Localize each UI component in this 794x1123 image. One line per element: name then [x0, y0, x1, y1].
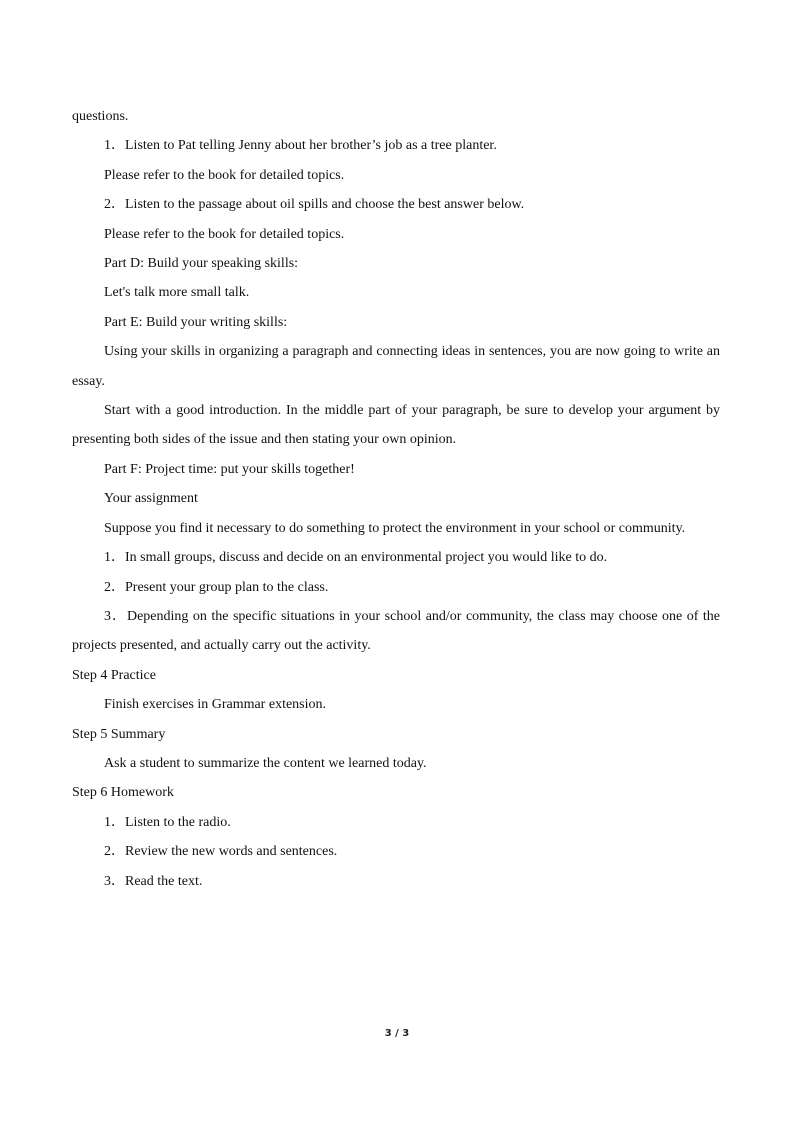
list-item-depending: 3．Depending on the specific situations in your school and/or community, the class may choose one of the projects presented, and actually carry out the activity.: [72, 608, 720, 654]
paragraph-small-talk: Let's talk more small talk.: [104, 285, 250, 301]
document-body: [72, 102, 720, 896]
paragraph-questions: questions.: [72, 109, 129, 124]
list-item-small-groups: 1．In small groups, discuss and decide on an environmental project you would like to do.: [104, 550, 608, 566]
paragraph-using-skills: Using your skills in organizing a paragraph and connecting ideas in sentences, you are now going to write an essay.: [72, 344, 720, 389]
heading-step-5: Step 5 Summary: [72, 726, 166, 742]
heading-step-6: Step 6 Homework: [72, 785, 174, 801]
list-item-listen-radio: 1．Listen to the radio.: [104, 814, 231, 830]
list-item-present-plan: 2．Present your group plan to the class.: [104, 579, 329, 595]
list-item-review-words: 2．Review the new words and sentences.: [104, 844, 338, 860]
list-item-listen-oil-spills: 2．Listen to the passage about oil spills and choose the best answer below.: [104, 197, 525, 213]
paragraph-refer-book: Please refer to the book for detailed topics.: [104, 167, 345, 183]
heading-step-4: Step 4 Practice: [72, 667, 156, 683]
heading-part-e: Part E: Build your writing skills:: [104, 314, 288, 330]
heading-assignment: Your assignment: [104, 491, 198, 507]
paragraph-finish-exercises: Finish exercises in Grammar extension.: [104, 697, 327, 713]
heading-part-f: Part F: Project time: put your skills together!: [104, 461, 355, 477]
heading-part-d: Part D: Build your speaking skills:: [104, 256, 299, 272]
page-number: 3 / 3: [384, 1028, 410, 1039]
paragraph-refer-book: Please refer to the book for detailed topics.: [104, 226, 345, 242]
paragraph-introduction: Start with a good introduction. In the middle part of your paragraph, be sure to develop your argument by presenting both sides of the issue and then stating your own opinion.: [72, 403, 720, 448]
paragraph-suppose: Suppose you find it necessary to do something to protect the environment in your school or community.: [104, 520, 686, 536]
list-item-listen-pat: 1．Listen to Pat telling Jenny about her brother’s job as a tree planter.: [104, 138, 497, 154]
list-item-read-text: 3．Read the text.: [104, 873, 203, 889]
paragraph-summarize: Ask a student to summarize the content we learned today.: [104, 755, 427, 771]
